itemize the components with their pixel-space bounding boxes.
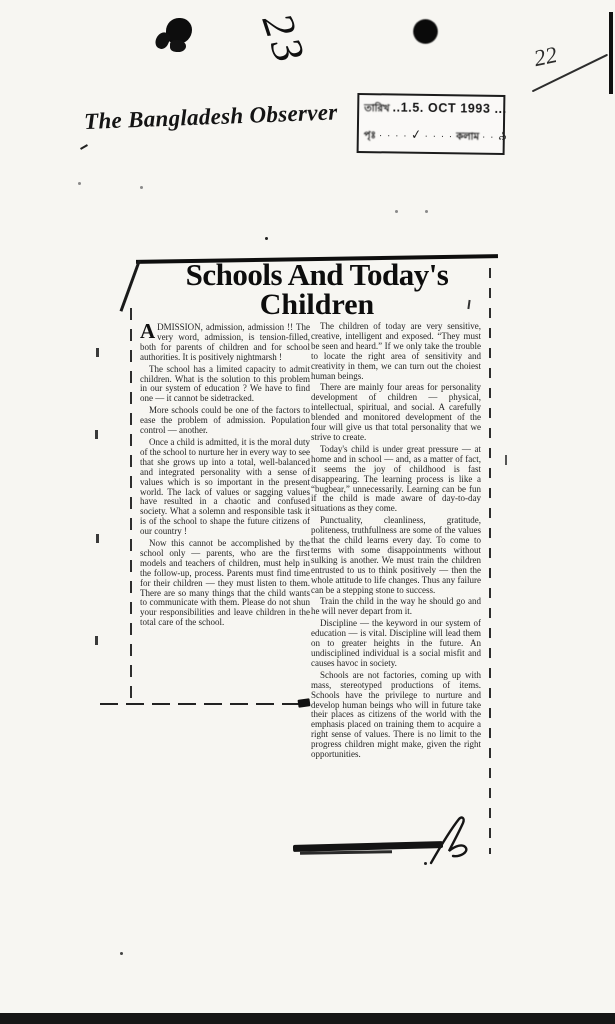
drop-cap: A: [140, 319, 156, 343]
article-headline: [143, 257, 491, 321]
stamp-column-label: কলাম: [456, 131, 480, 143]
ink-speck: [265, 237, 268, 240]
stamp-date-label: তারিখ: [364, 103, 390, 115]
ink-speck: [140, 186, 143, 189]
paragraph: Today's child is under great pressure — at home and in school — and, as a matter of fact, it seems the joy of childhood is fast disappearing. The learning process is like a “bugbear,” unnecessarily. Learning can be fun if the child is made aware of day-to-day situations as they come.: [311, 443, 481, 514]
ink-speck: [424, 862, 427, 865]
publication-masthead: The Bangladesh Observer: [83, 99, 338, 135]
handwritten-check: ✓: [409, 126, 423, 143]
article-column-right: [311, 322, 481, 762]
margin-tick: [96, 534, 99, 543]
stamp-page-label: পৃঃ: [363, 130, 377, 142]
paragraph: Train the child in the way he should go and he will never depart from it.: [311, 596, 481, 617]
ink-blob: [166, 18, 192, 44]
paragraph: Once a child is admitted, it is the moral duty of the school to nurture her in every way to see that she grows up into a total, well-balanced and integrated personality with a sense of values which is so important in the present world. The lack of values or sagging values have resulted in a chaotic and confused society. What a solemn and responsible task it is of the school to shape the future citizens of our country !: [140, 436, 310, 537]
stamp-page-row: [363, 125, 508, 148]
stamp-dots: · ·: [481, 131, 495, 143]
clipping-bottom-border: [100, 703, 306, 705]
margin-tick: [95, 636, 98, 645]
clipping-right-border: [489, 268, 491, 854]
stamp-date-row: [364, 100, 507, 120]
date-stamp-box: [357, 93, 506, 155]
article-column-left: [140, 319, 310, 630]
clipping-left-border: [130, 308, 132, 704]
paragraph-text: DMISSION, admission, admission !! The very word, admission, is tension-filled, both for parents of children and for school authorities. It is positively nightmarsh !: [140, 322, 310, 362]
pen-tick: [80, 144, 88, 150]
paragraph: Discipline — the keyword in our system of education — is vital. Discipline will lead them on to greater heights in the future. An undisciplined individual is a social misfit and causes havoc in society.: [311, 618, 481, 668]
clipping-cut-edge: [120, 260, 141, 312]
headline-line2: Children: [259, 288, 375, 321]
margin-tick: [95, 430, 98, 439]
handwritten-number-center: 23: [252, 7, 316, 72]
pen-scribble-underline: [300, 850, 392, 854]
clipping-corner-mark: [298, 698, 311, 708]
scan-bottom-bar: [0, 1013, 615, 1024]
stamp-dots: · · · ·: [378, 130, 408, 142]
ink-dot: [414, 20, 437, 43]
ink-speck: [395, 210, 398, 213]
handwritten-number-right: 22: [531, 41, 560, 72]
handwritten-column-value: ৯: [496, 127, 508, 144]
paragraph: Schools are not factories, coming up with mass, stereotyped productions of items. Schools have the privilege to nurture and develop human beings who will in future take their places as citizens of the world with the emphasis placed on training them to acquire a right sense of values. There is no limit to the progress children might make, given the right opportunities.: [311, 669, 481, 760]
scan-edge-mark: [609, 12, 613, 94]
signature-flourish: [425, 815, 471, 867]
paragraph: The children of today are very sensitive, creative, intelligent and exposed. “They must be seen and heard.” If we only take the trouble to locate the right area of sensitivity and creativity in them, we can turn out the choiest human beings.: [311, 321, 481, 381]
ink-speck: [78, 182, 81, 185]
margin-tick: [96, 348, 99, 357]
paragraph: Punctuality, cleanliness, gratitude, politeness, truthfullness are some of the values that the child learns every day. To come to terms with some disappointments without sulking is another. We must train the children entrusted to us to think positively — then the whole attitude to life changes. Thus any failure can be a stepping stone to success.: [311, 515, 481, 595]
paragraph: There are mainly four areas for personality development of children — physical, intellectual, spiritual, and social. A carefully blended and monitored development of the four will give us that total personality that we strive to create.: [311, 382, 481, 442]
headline-line1: Schools And Today's: [185, 257, 449, 292]
stamp-date-value: ..1.5. OCT 1993 ...: [392, 100, 507, 117]
ink-speck: [505, 455, 507, 465]
paragraph: The school has a limited capacity to admit children. What is the solution to this problem in our system of education ? We have to find one — it cannot be sidetracked.: [140, 363, 310, 404]
ink-speck: [120, 952, 123, 955]
ink-speck: [425, 210, 428, 213]
paragraph: More schools could be one of the factors to ease the problem of admission. Population control — another.: [140, 405, 310, 436]
stamp-dots: · · · ·: [424, 130, 454, 143]
paragraph: Now this cannot be accomplished by the school only — parents, who are the first models and teachers of children, must help in the follow-up, process. Parents must find time for their children — they must listen to them. There are so many things that the child wants to communicate with them. Please do not shun your responsibilities and leave children in the total care of the school.: [140, 538, 310, 628]
paragraph: [140, 319, 310, 363]
